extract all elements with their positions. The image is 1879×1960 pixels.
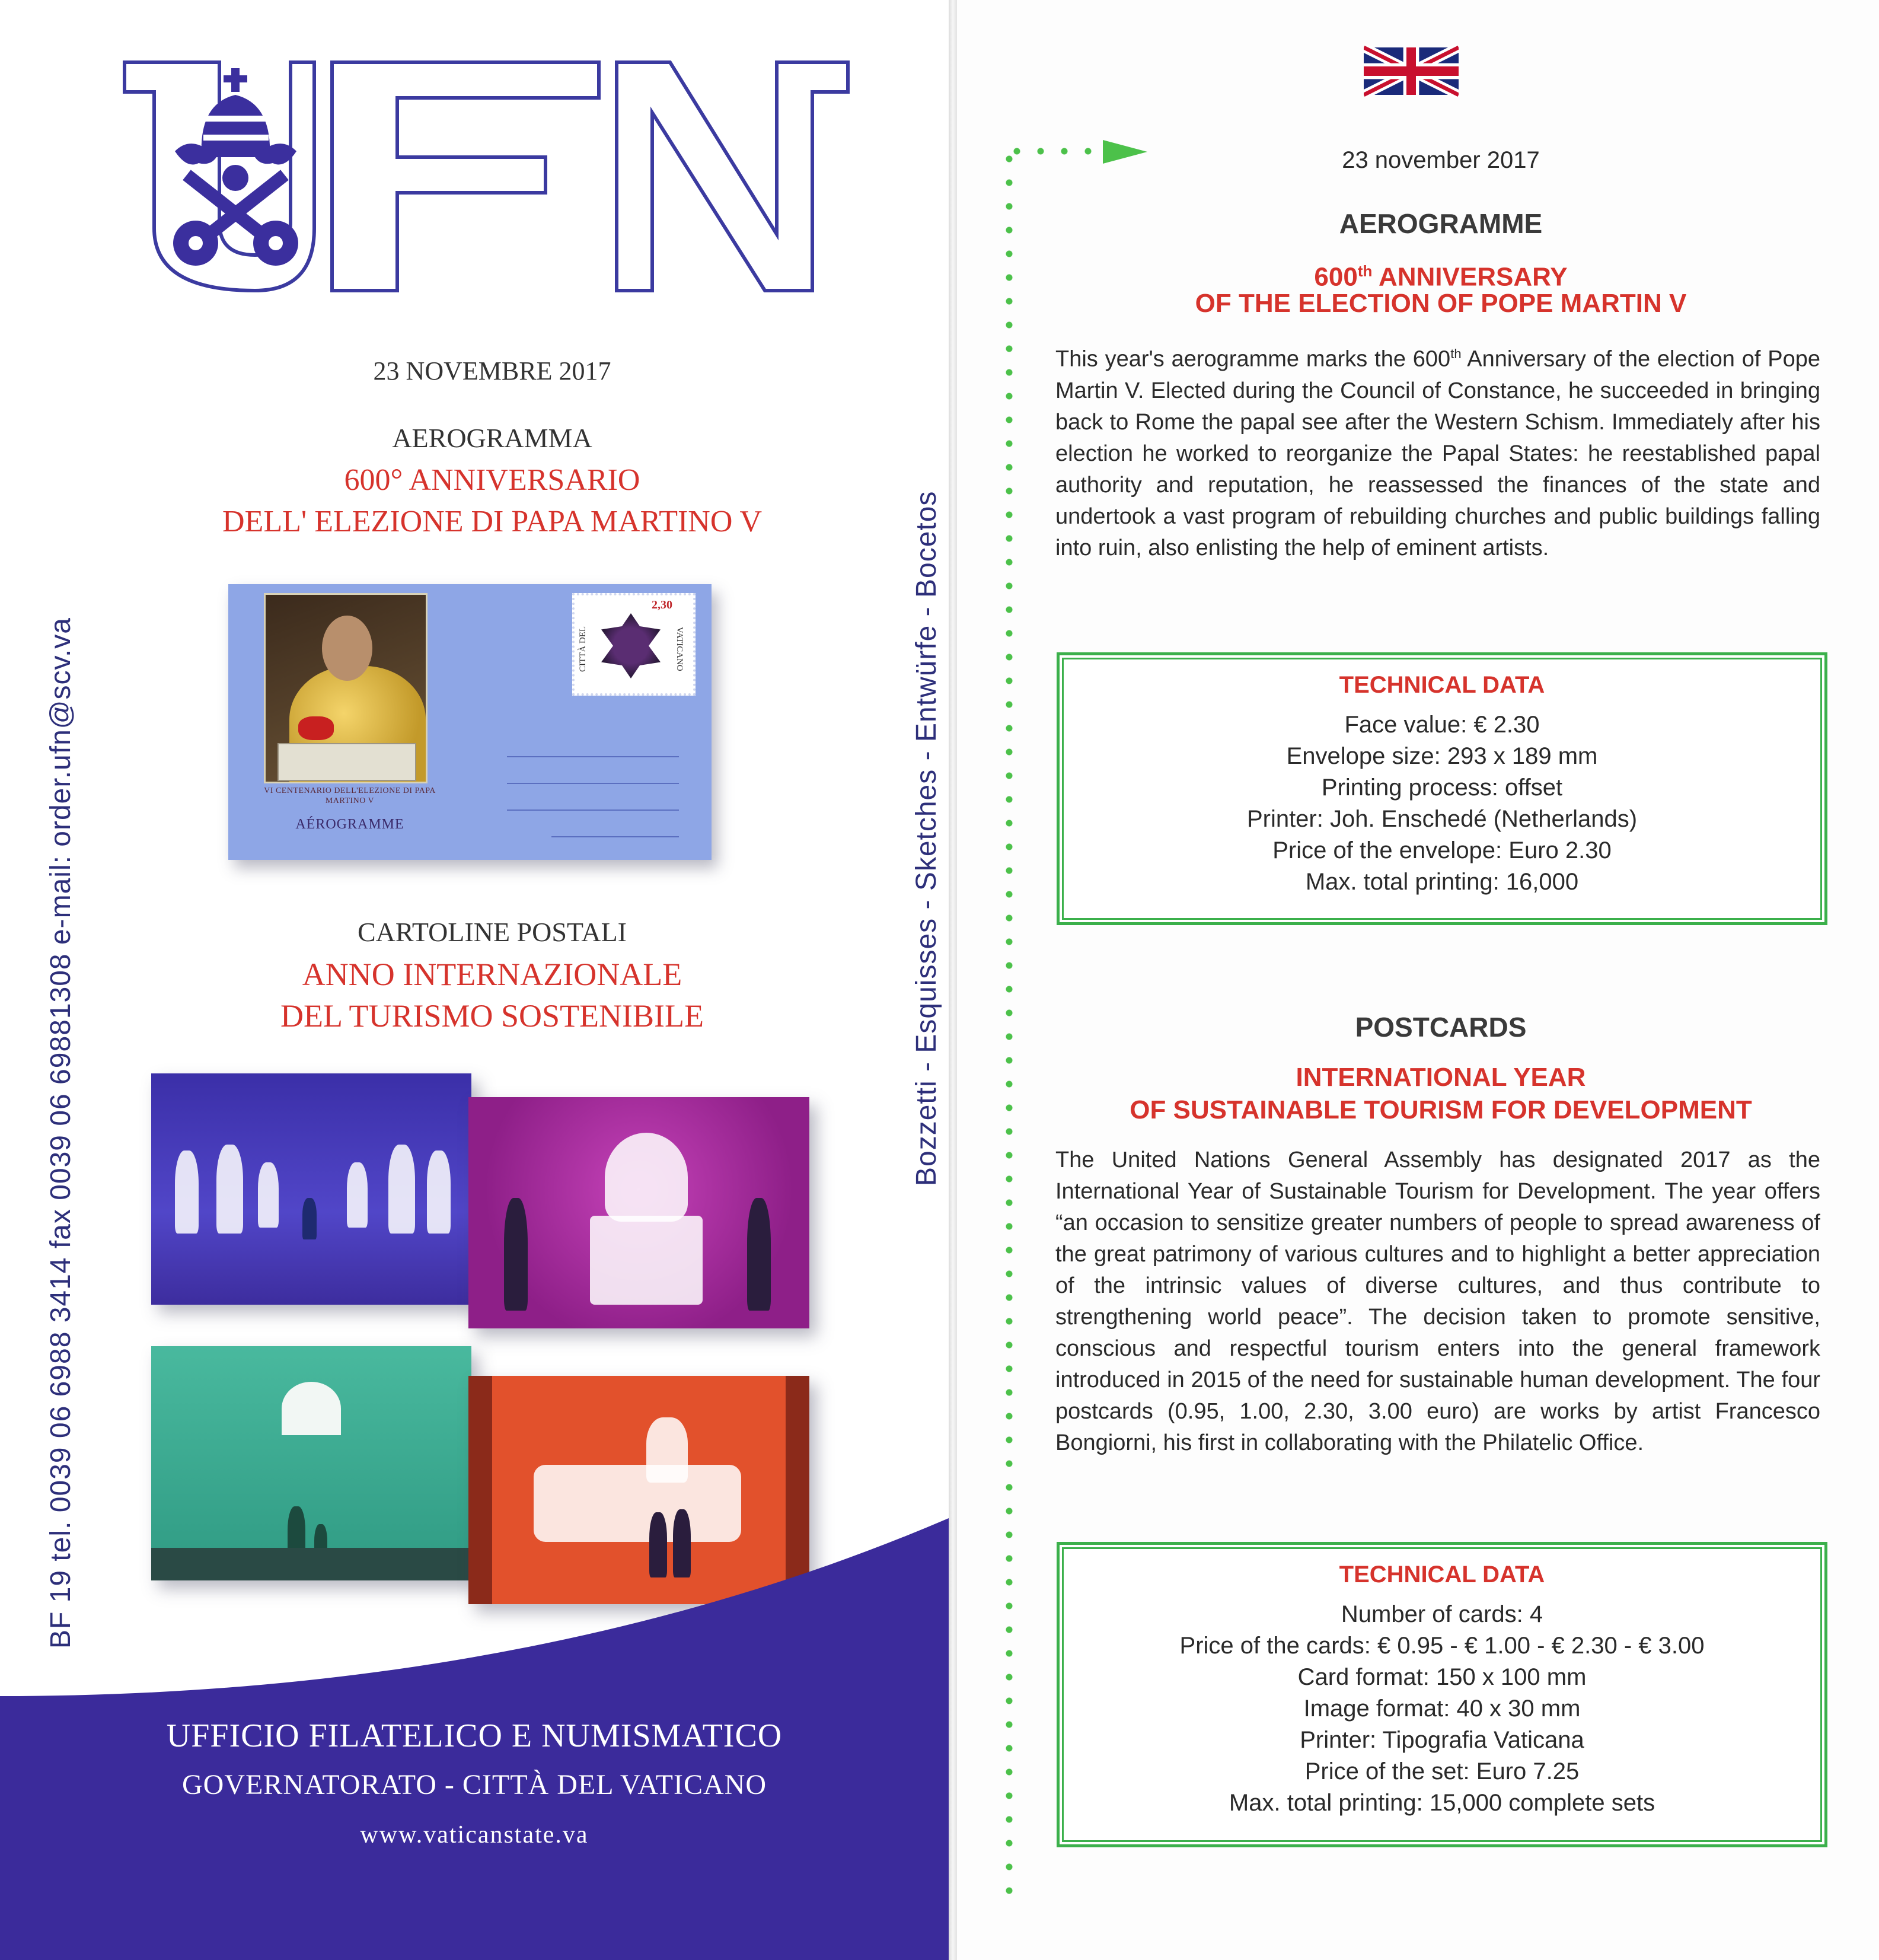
address-line bbox=[507, 783, 679, 784]
page-fold bbox=[949, 0, 957, 1960]
cards-title-english-1: INTERNATIONAL YEAR bbox=[1296, 1063, 1586, 1092]
office-name: UFFICIO FILATELICO E NUMISMATICO bbox=[166, 1717, 783, 1754]
ufn-logo-graphic bbox=[119, 56, 854, 294]
stamp bbox=[572, 593, 696, 696]
uk-flag-icon bbox=[1364, 44, 1459, 98]
stamp-value: 2,30 bbox=[652, 598, 672, 611]
cards-kind-italian: CARTOLINE POSTALI bbox=[358, 917, 627, 947]
cards-technical-data bbox=[1057, 1542, 1827, 1847]
postcard-pieta bbox=[468, 1097, 809, 1328]
tech-line: Price of the cards: € 0.95 - € 1.00 - € 2.30 - € 3.00 bbox=[1179, 1633, 1705, 1659]
aero-title-italian-1: 600° ANNIVERSARIO bbox=[344, 463, 640, 497]
date-italian: 23 NOVEMBRE 2017 bbox=[373, 356, 611, 385]
cards-kind-english: POSTCARDS bbox=[1355, 1012, 1527, 1043]
aero-title-english-2: OF THE ELECTION OF POPE MARTIN V bbox=[1195, 289, 1687, 318]
address-line bbox=[551, 836, 679, 837]
aerogramme-image bbox=[228, 584, 712, 860]
tech-line: Max. total printing: 15,000 complete sets bbox=[1229, 1790, 1655, 1816]
tech-line: Printer: Tipografia Vaticana bbox=[1300, 1727, 1584, 1753]
contact-info-vertical: BF 19 tel. 0039 06 6988 3414 fax 0039 06 69881308 e-mail: order.ufn@scv.va bbox=[45, 617, 76, 1649]
address-line bbox=[507, 810, 679, 811]
aero-title-italian-2: DELL' ELEZIONE DI PAPA MARTINO V bbox=[222, 505, 762, 538]
aero-description: This year's aerogramme marks the 600th Anniversary of the election of Pope Martin V. Elected during the Council of Constance, he succeeded in bringing back to Rome the papal see after the Western Schism. Immediately after his election he worked to reorganize the Papal States: he reestablished papal authority and reputation, he reassessed the finances of the state and undertook a vast program of rebuilding churches and public buildings falling into ruin, also enlisting the help of eminent artists. bbox=[1055, 346, 1820, 560]
tech-line: Number of cards: 4 bbox=[1341, 1601, 1543, 1627]
aero-kind-italian: AEROGRAMMA bbox=[392, 423, 592, 453]
tech-line: Image format: 40 x 30 mm bbox=[1303, 1696, 1581, 1722]
postcard-gallery bbox=[151, 1073, 471, 1305]
website-link[interactable]: www.vaticanstate.va bbox=[360, 1821, 589, 1849]
aero-kind-english: AEROGRAMME bbox=[1339, 208, 1543, 239]
tech-line: Printer: Joh. Enschedé (Netherlands) bbox=[1246, 806, 1638, 832]
cards-description: The United Nations General Assembly has designated 2017 as the International Year of Sustainable Tourism for Development. The year offers “an occasion to sensitize greater numbers of people to spread awareness of the great patrimony of various cultures and to highlight a better appreciation of the intrinsic values of diverse cultures, and thus contribute to strengthening world peace”. The decision taken to promote sensitive, conscious and respectful tourism enters into the general framework introduced in 2015 of the need for sustainable human development. The four postcards (0.95, 1.00, 2.30, 3.00 euro) are works by artist Francesco Bongiorni, his first in collaborating with the Philatelic Office. bbox=[1055, 1148, 1820, 1455]
tech-line: Price of the envelope: Euro 2.30 bbox=[1272, 837, 1612, 863]
tech-line: Max. total printing: 16,000 bbox=[1305, 869, 1579, 895]
cards-title-english-2: OF SUSTAINABLE TOURISM FOR DEVELOPMENT bbox=[1130, 1095, 1752, 1124]
papal-emblem-icon bbox=[173, 68, 298, 266]
cards-title-italian-1: ANNO INTERNAZIONALE bbox=[302, 957, 682, 992]
dotted-guide-line bbox=[1005, 147, 1013, 1908]
tech-title: TECHNICAL DATA bbox=[1339, 672, 1545, 698]
tech-line: Price of the set: Euro 7.25 bbox=[1304, 1758, 1580, 1784]
tech-line: Face value: € 2.30 bbox=[1344, 712, 1540, 738]
ufn-logo bbox=[119, 56, 854, 294]
address-line bbox=[507, 756, 679, 757]
tech-title: TECHNICAL DATA bbox=[1339, 1561, 1545, 1588]
tech-line: Envelope size: 293 x 189 mm bbox=[1286, 743, 1598, 769]
stamp-art bbox=[601, 613, 661, 678]
tech-line: Card format: 150 x 100 mm bbox=[1297, 1664, 1587, 1690]
aerogramme-label: AÉROGRAMME bbox=[295, 817, 404, 832]
aerogramme-caption: VI CENTENARIO DELL'ELEZIONE DI PAPA MARTINO V bbox=[264, 786, 436, 805]
aero-technical-data bbox=[1057, 652, 1827, 925]
sketches-languages-vertical: Bozzetti - Esquisses - Sketches - Entwürfe - Bocetos bbox=[911, 490, 942, 1186]
stamp-country-right: VATICANO bbox=[675, 626, 684, 671]
pope-portrait bbox=[264, 593, 428, 783]
governorate: GOVERNATORATO - CITTÀ DEL VATICANO bbox=[181, 1769, 767, 1800]
aero-title-english-1: 600th ANNIVERSARY bbox=[1314, 262, 1568, 292]
tech-line: Printing process: offset bbox=[1321, 775, 1563, 801]
date-english: 23 november 2017 bbox=[1342, 147, 1540, 173]
stamp-country-left: CITTÀ DEL bbox=[578, 626, 588, 672]
cards-title-italian-2: DEL TURISMO SOSTENIBILE bbox=[280, 998, 704, 1034]
